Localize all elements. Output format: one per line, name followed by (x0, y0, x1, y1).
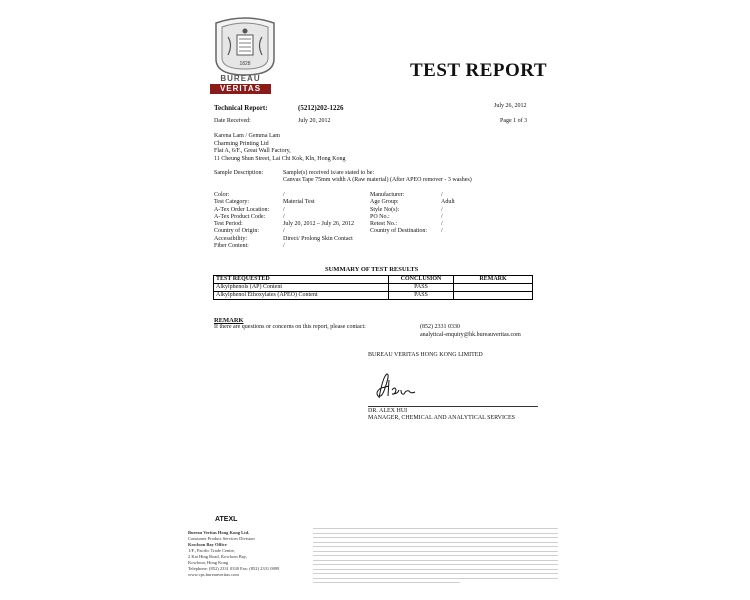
detail-value: / (283, 243, 285, 250)
summary-heading: SUMMARY OF TEST RESULTS (325, 266, 419, 273)
company-name: BUREAU VERITAS HONG KONG LIMITED (368, 352, 483, 358)
sample-description-line-1: Sample(s) received is/are stated to be: (283, 170, 375, 176)
column-header-remark: REMARK (454, 276, 533, 284)
detail-label: Test Period: (214, 221, 243, 228)
footer-brand: ATEXL (215, 516, 238, 523)
brand-line-2: VERITAS (210, 84, 271, 94)
detail-value: / (441, 228, 443, 235)
table-header-row (214, 276, 533, 284)
sample-description-line-2: Canvas Tape 75mm width A (Raw material) (After APEO remover - 3 washes) (283, 177, 472, 183)
client-address (214, 133, 345, 163)
signature-image (365, 370, 425, 402)
detail-label: PO No.: (370, 213, 390, 220)
detail-label: Country of Destination: (370, 228, 427, 235)
detail-label: Manufacturer: (370, 192, 405, 198)
date-received-value: July 20, 2012 (298, 118, 331, 124)
detail-value: / (441, 221, 443, 228)
detail-label: Style No(s): (370, 206, 400, 213)
detail-label: Accessibility: (214, 235, 247, 242)
table-row (214, 292, 533, 300)
cell-test: Alkylphenols (AP) Content (214, 284, 389, 292)
cell-conclusion: PASS (389, 292, 454, 300)
footer-line: Telephone: (852) 2331 0330 Fax: (852) 2331 0809 (188, 566, 280, 571)
detail-label: Test Category: (214, 199, 250, 206)
detail-label: Age Group: (370, 199, 399, 206)
footer-line: Kowloon, Hong Kong (188, 560, 229, 565)
contact-email[interactable]: analytical-enquiry@hk.bureauveritas.com (420, 332, 521, 338)
footer-line: 1/F., Pacific Trade Centre, (188, 548, 236, 553)
detail-value: / (441, 213, 443, 220)
brand-line-1: BUREAU (220, 74, 261, 83)
detail-value: Direct/ Prolong Skin Contact (283, 235, 353, 242)
signatory-name: DR. ALEX HUI (368, 408, 408, 414)
signatory-title: MANAGER, CHEMICAL AND ANALYTICAL SERVICES (368, 415, 515, 421)
table-row (214, 284, 533, 292)
date-received-label: Date Received: (214, 118, 251, 124)
address-line: Flat A, 6/F., Great Wall Factory, (214, 148, 291, 154)
detail-label: A-Tex Order Location: (214, 206, 270, 213)
detail-value: / (283, 192, 285, 198)
detail-value: Adult (441, 199, 455, 206)
detail-value: / (441, 192, 443, 198)
report-date: July 26, 2012 (494, 103, 527, 109)
detail-label: Country of Origin: (214, 228, 259, 235)
column-header-conclusion: CONCLUSION (389, 276, 454, 284)
signature-line (368, 406, 538, 407)
detail-value: / (283, 228, 285, 235)
footer-line: Kowloon Bay Office (188, 542, 227, 547)
detail-value: / (283, 213, 285, 220)
details-left-values (283, 192, 354, 250)
technical-report-label: Technical Report: (214, 104, 268, 112)
detail-label: Fiber Content: (214, 243, 249, 250)
detail-value: / (283, 206, 285, 213)
remark-label: REMARK (214, 317, 244, 324)
address-line: Karena Lam / Gemma Lam (214, 133, 280, 139)
address-line: Charming Printing Ltd (214, 140, 269, 147)
cell-remark (454, 292, 533, 300)
cell-conclusion: PASS (389, 284, 454, 292)
summary-table (213, 275, 533, 300)
brand-wordmark (210, 74, 271, 94)
detail-value: July 20, 2012 – July 26, 2012 (283, 221, 355, 228)
detail-label: Color: (214, 192, 230, 198)
footer-address (188, 530, 279, 578)
remark-text: If there are questions or concerns on this report, please contact: (214, 324, 366, 330)
column-header-test: TEST REQUESTED (214, 276, 389, 284)
footer-line: Consumer Product Services Division (188, 536, 255, 541)
page-info: Page 1 of 3 (500, 118, 528, 124)
footer-line: Bureau Veritas Hong Kong Ltd. (188, 530, 250, 535)
footer-line: www.cps.bureauveritas.com (188, 572, 239, 577)
sample-description-label: Sample Description: (214, 170, 264, 176)
cell-test: Alkylphenol Ethoxylates (APEO) Content (214, 292, 389, 300)
detail-label: A-Tex Product Code: (214, 213, 266, 220)
detail-value: Material Test (283, 199, 315, 206)
report-title: TEST REPORT (410, 60, 547, 81)
details-right-labels (370, 192, 427, 236)
details-right-values (441, 192, 455, 236)
cell-remark (454, 284, 533, 292)
technical-report-number: (5212)202-1226 (298, 104, 344, 112)
address-line: 11 Cheung Shun Street, Lai Chi Kok, Kln, Hong Kong (214, 155, 346, 162)
details-left-labels (214, 192, 269, 250)
fine-print-terms (313, 528, 558, 587)
detail-label: Retest No.: (370, 221, 397, 228)
footer-line: 2 Kai Hing Road, Kowloon Bay, (188, 554, 247, 559)
contact-phone: (852) 2331 0330 (420, 324, 460, 330)
svg-text:1828: 1828 (239, 61, 251, 67)
detail-value: / (441, 206, 443, 213)
